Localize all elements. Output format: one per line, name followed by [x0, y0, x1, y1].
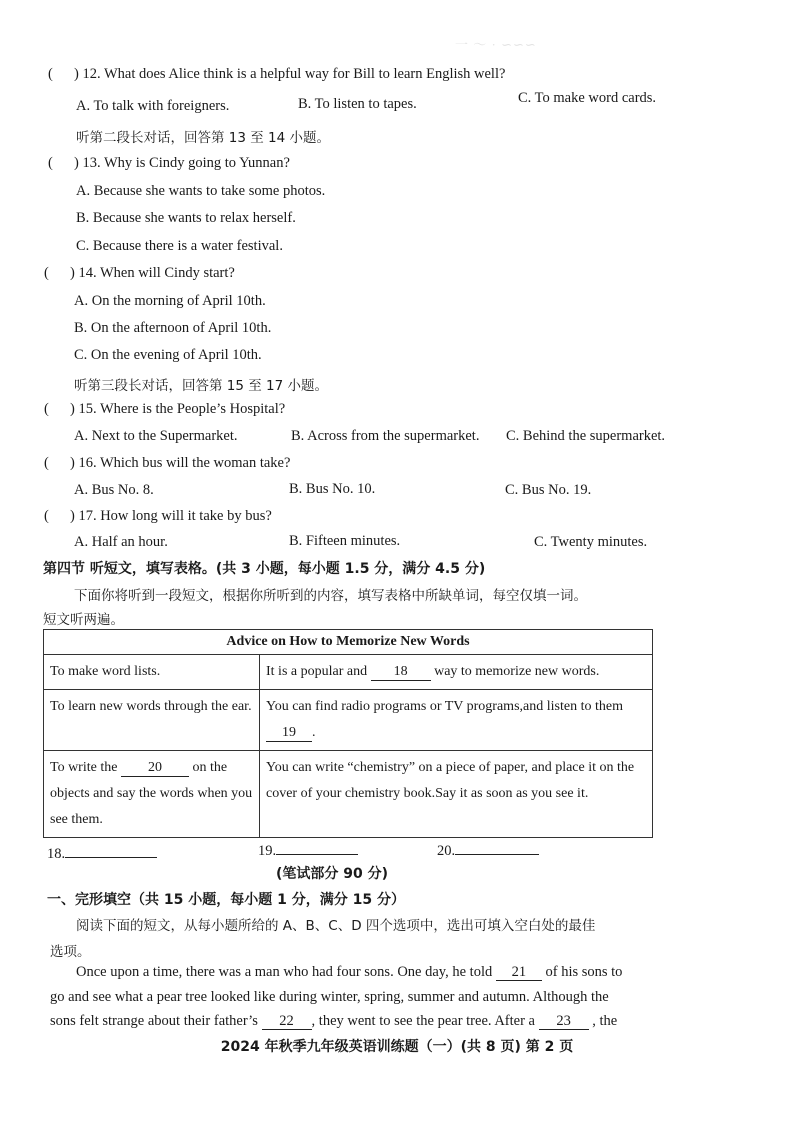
answer-paren[interactable]: (	[44, 401, 49, 417]
q12-option-b: B. To listen to tapes.	[298, 96, 417, 112]
blank-21[interactable]: 21	[496, 964, 542, 981]
answer-19-line[interactable]	[276, 840, 358, 855]
q15-option-a: A. Next to the Supermarket.	[74, 428, 238, 444]
q12-option-c: C. To make word cards.	[518, 90, 657, 106]
q17-option-b: B. Fifteen minutes.	[289, 533, 401, 549]
q17-option-a: A. Half an hour.	[74, 534, 168, 550]
faint-header-watermark: 一 ～ · ∽∽∽	[455, 37, 537, 52]
q15-option-c: C. Behind the supermarket.	[506, 428, 666, 444]
q16-option-a: A. Bus No. 8.	[74, 482, 154, 498]
question-12: ( ) 12. What does Alice think is a helpful way for Bill to learn English well?	[48, 66, 506, 82]
answer-paren[interactable]: (	[48, 66, 53, 82]
table-cell: It is a popular and 18 way to memorize new words.	[260, 655, 653, 690]
q15-option-b: B. Across from the supermarket.	[291, 428, 480, 444]
blank-22[interactable]: 22	[262, 1013, 312, 1030]
table-cell: You can write “chemistry” on a piece of paper, and place it on the cover of your chemistry book.Say it as soon as you see it.	[260, 751, 653, 838]
cloze-line-2: go and see what a pear tree looked like during winter, spring, summer and autumn. Although the	[50, 989, 609, 1005]
q14-option-a: A. On the morning of April 10th.	[74, 293, 266, 309]
table-row	[44, 751, 653, 838]
cloze-section-title: 一、完形填空（共 15 小题，每小题 1 分，满分 15 分）	[47, 892, 405, 908]
blank-20[interactable]: 20	[121, 760, 189, 777]
section4-title: 第四节 听短文，填写表格。(共 3 小题，每小题 1.5 分，满分 4.5 分)	[43, 561, 486, 577]
section4-instruction-2: 短文听两遍。	[43, 612, 124, 628]
answer-paren[interactable]: (	[44, 455, 49, 471]
instruction-part2: 听第二段长对话，回答第 13 至 14 小题。	[76, 130, 331, 146]
q13-option-a: A. Because she wants to take some photos.	[76, 183, 326, 199]
question-15: ( ) 15. Where is the People’s Hospital?	[44, 401, 286, 417]
q17-option-c: C. Twenty minutes.	[534, 534, 648, 550]
q13-option-c: C. Because there is a water festival.	[76, 238, 283, 254]
table-cell: To make word lists.	[44, 655, 260, 690]
table-cell: To write the 20 on the objects and say the words when you see them.	[44, 751, 260, 838]
q16-option-b: B. Bus No. 10.	[289, 481, 376, 497]
advice-table	[43, 629, 653, 838]
answer-paren[interactable]: (	[44, 265, 49, 281]
blank-19[interactable]: 19	[266, 725, 312, 742]
question-17: ( ) 17. How long will it take by bus?	[44, 508, 272, 524]
q13-option-b: B. Because she wants to relax herself.	[76, 210, 296, 226]
answer-20-line[interactable]	[455, 840, 539, 855]
q12-option-a: A. To talk with foreigners.	[76, 98, 230, 114]
blank-18[interactable]: 18	[371, 664, 431, 681]
cloze-line-3: sons felt strange about their father’s 22 , they went to see the pear tree. After a 23 , the	[50, 1013, 618, 1029]
table-cell: You can find radio programs or TV programs,and listen to them 19 .	[260, 690, 653, 751]
table-row	[44, 690, 653, 751]
question-14: ( ) 14. When will Cindy start?	[44, 265, 235, 281]
question-16: ( ) 16. Which bus will the woman take?	[44, 455, 291, 471]
cloze-instruction: 阅读下面的短文，从每小题所给的 A、B、C、D 四个选项中，选出可填入空白处的最佳	[76, 918, 596, 934]
table-cell: To learn new words through the ear.	[44, 690, 260, 751]
answer-paren[interactable]: (	[48, 155, 53, 171]
answer-paren[interactable]: (	[44, 508, 49, 524]
written-part-heading: (笔试部分 90 分)	[276, 866, 389, 882]
answer-18: 18.	[47, 843, 157, 863]
q14-option-b: B. On the afternoon of April 10th.	[74, 320, 272, 336]
q16-option-c: C. Bus No. 19.	[505, 482, 592, 498]
section4-instruction: 下面你将听到一段短文，根据你所听到的内容，填写表格中所缺单词，每空仅填一词。	[74, 588, 587, 604]
question-13: ( ) 13. Why is Cindy going to Yunnan?	[48, 155, 290, 171]
cloze-instruction-2: 选项。	[50, 944, 91, 960]
table-title: Advice on How to Memorize New Words	[44, 630, 653, 655]
q14-option-c: C. On the evening of April 10th.	[74, 347, 262, 363]
cloze-line-1: Once upon a time, there was a man who had four sons. One day, he told 21 of his sons to	[76, 964, 623, 980]
page-footer: 2024 年秋季九年级英语训练题（一）(共 8 页) 第 2 页	[220, 1039, 574, 1055]
instruction-part3: 听第三段长对话，回答第 15 至 17 小题。	[74, 378, 329, 394]
answer-19: 19.	[258, 840, 358, 860]
blank-23[interactable]: 23	[539, 1013, 589, 1030]
table-row	[44, 655, 653, 690]
answer-20: 20.	[437, 840, 539, 860]
answer-18-line[interactable]	[65, 843, 157, 858]
